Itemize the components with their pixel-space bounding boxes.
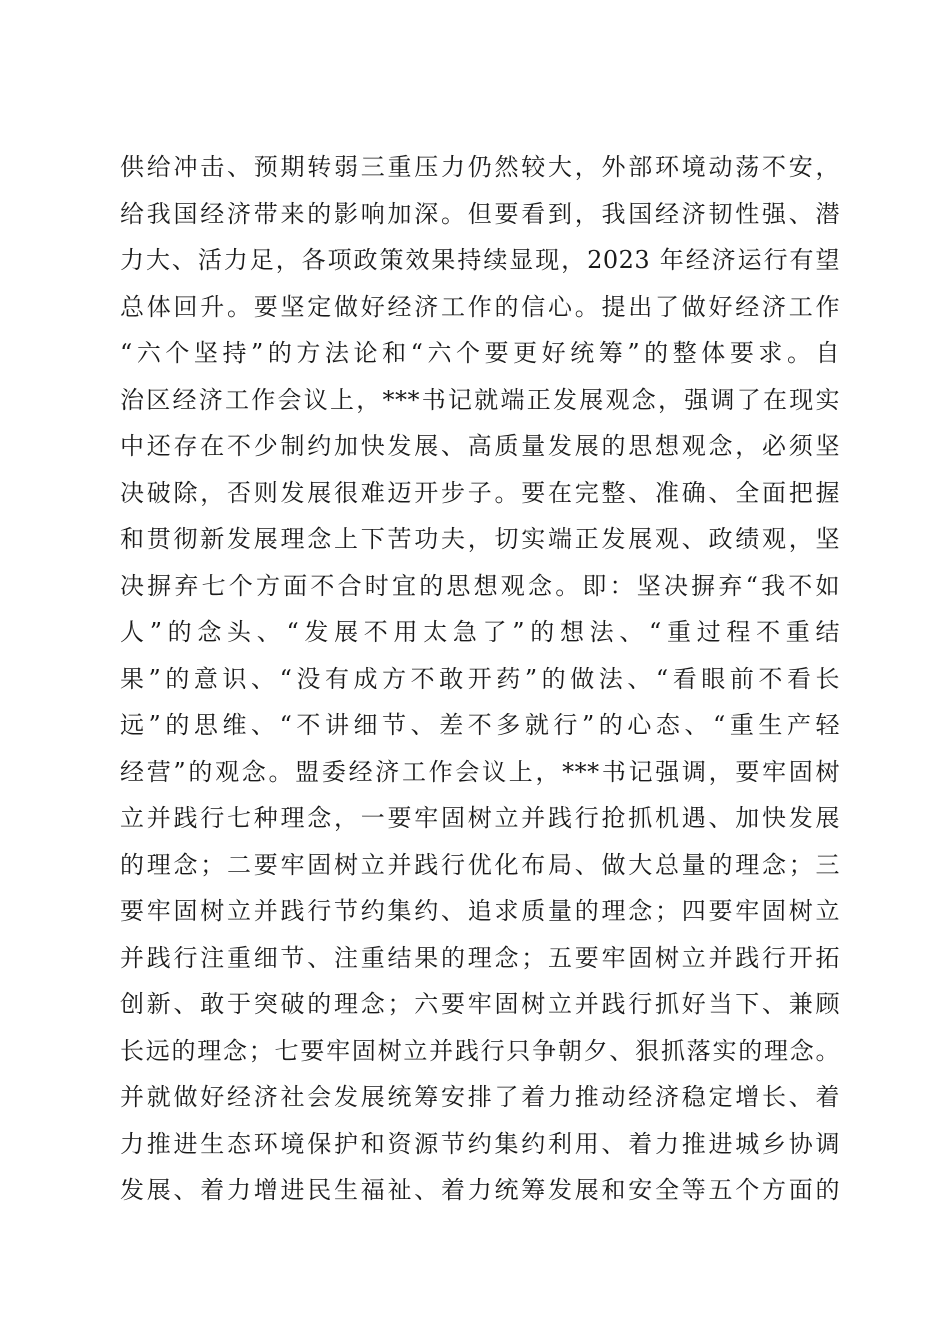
text-line-8: 决破除，否则发展很难迈开步子。要在完整、准确、全面把握 <box>120 478 840 507</box>
text-line-20: 长远的理念；七要牢固树立并践行只争朝夕、狠抓落实的理念。 <box>120 1036 840 1065</box>
text-line-2: 给我国经济带来的影响加深。但要看到，我国经济韧性强、潜 <box>120 199 840 228</box>
text-line-17: 要牢固树立并践行节约集约、追求质量的理念；四要牢固树立 <box>120 897 840 925</box>
body-text <box>120 144 840 1214</box>
text-line-9: 和贯彻新发展理念上下苦功夫，切实端正发展观、政绩观，坚 <box>120 525 840 553</box>
text-line-5: “六个坚持”的方法论和“六个要更好统筹”的整体要求。自 <box>120 339 840 367</box>
text-line-16: 的理念；二要牢固树立并践行优化布局、做大总量的理念；三 <box>120 850 840 879</box>
text-line-10: 决摒弃七个方面不合时宜的思想观念。即：坚决摒弃“我不如 <box>120 571 840 600</box>
text-line-11: 人”的念头、“发展不用太急了”的想法、“重过程不重结 <box>120 618 840 646</box>
text-line-15: 立并践行七种理念，一要牢固树立并践行抢抓机遇、加快发展 <box>120 804 840 832</box>
text-line-7: 中还存在不少制约加快发展、高质量发展的思想观念，必须坚 <box>120 432 840 460</box>
text-line-12: 果”的意识、“没有成方不敢开药”的做法、“看眼前不看长 <box>120 664 840 693</box>
text-line-18: 并践行注重细节、注重结果的理念；五要牢固树立并践行开拓 <box>120 943 840 972</box>
text-line-1: 供给冲击、预期转弱三重压力仍然较大，外部环境动荡不安， <box>120 153 840 181</box>
text-line-21: 并就做好经济社会发展统筹安排了着力推动经济稳定增长、着 <box>120 1083 840 1111</box>
text-line-23: 发展、着力增进民生福祉、着力统筹发展和安全等五个方面的 <box>120 1176 840 1204</box>
text-line-22: 力推进生态环境保护和资源节约集约利用、着力推进城乡协调 <box>120 1129 840 1158</box>
text-line-19: 创新、敢于突破的理念；六要牢固树立并践行抓好当下、兼顾 <box>120 990 840 1018</box>
text-line-14: 经营”的观念。盟委经济工作会议上，***书记强调，要牢固树 <box>120 757 840 786</box>
text-line-3: 力大、活力足，各项政策效果持续显现，2023 年经济运行有望 <box>120 246 840 274</box>
text-line-4: 总体回升。要坚定做好经济工作的信心。提出了做好经济工作 <box>120 292 840 321</box>
text-line-6: 治区经济工作会议上，***书记就端正发展观念，强调了在现实 <box>120 385 840 414</box>
text-line-13: 远”的思维、“不讲细节、差不多就行”的心态、“重生产轻 <box>120 711 840 739</box>
